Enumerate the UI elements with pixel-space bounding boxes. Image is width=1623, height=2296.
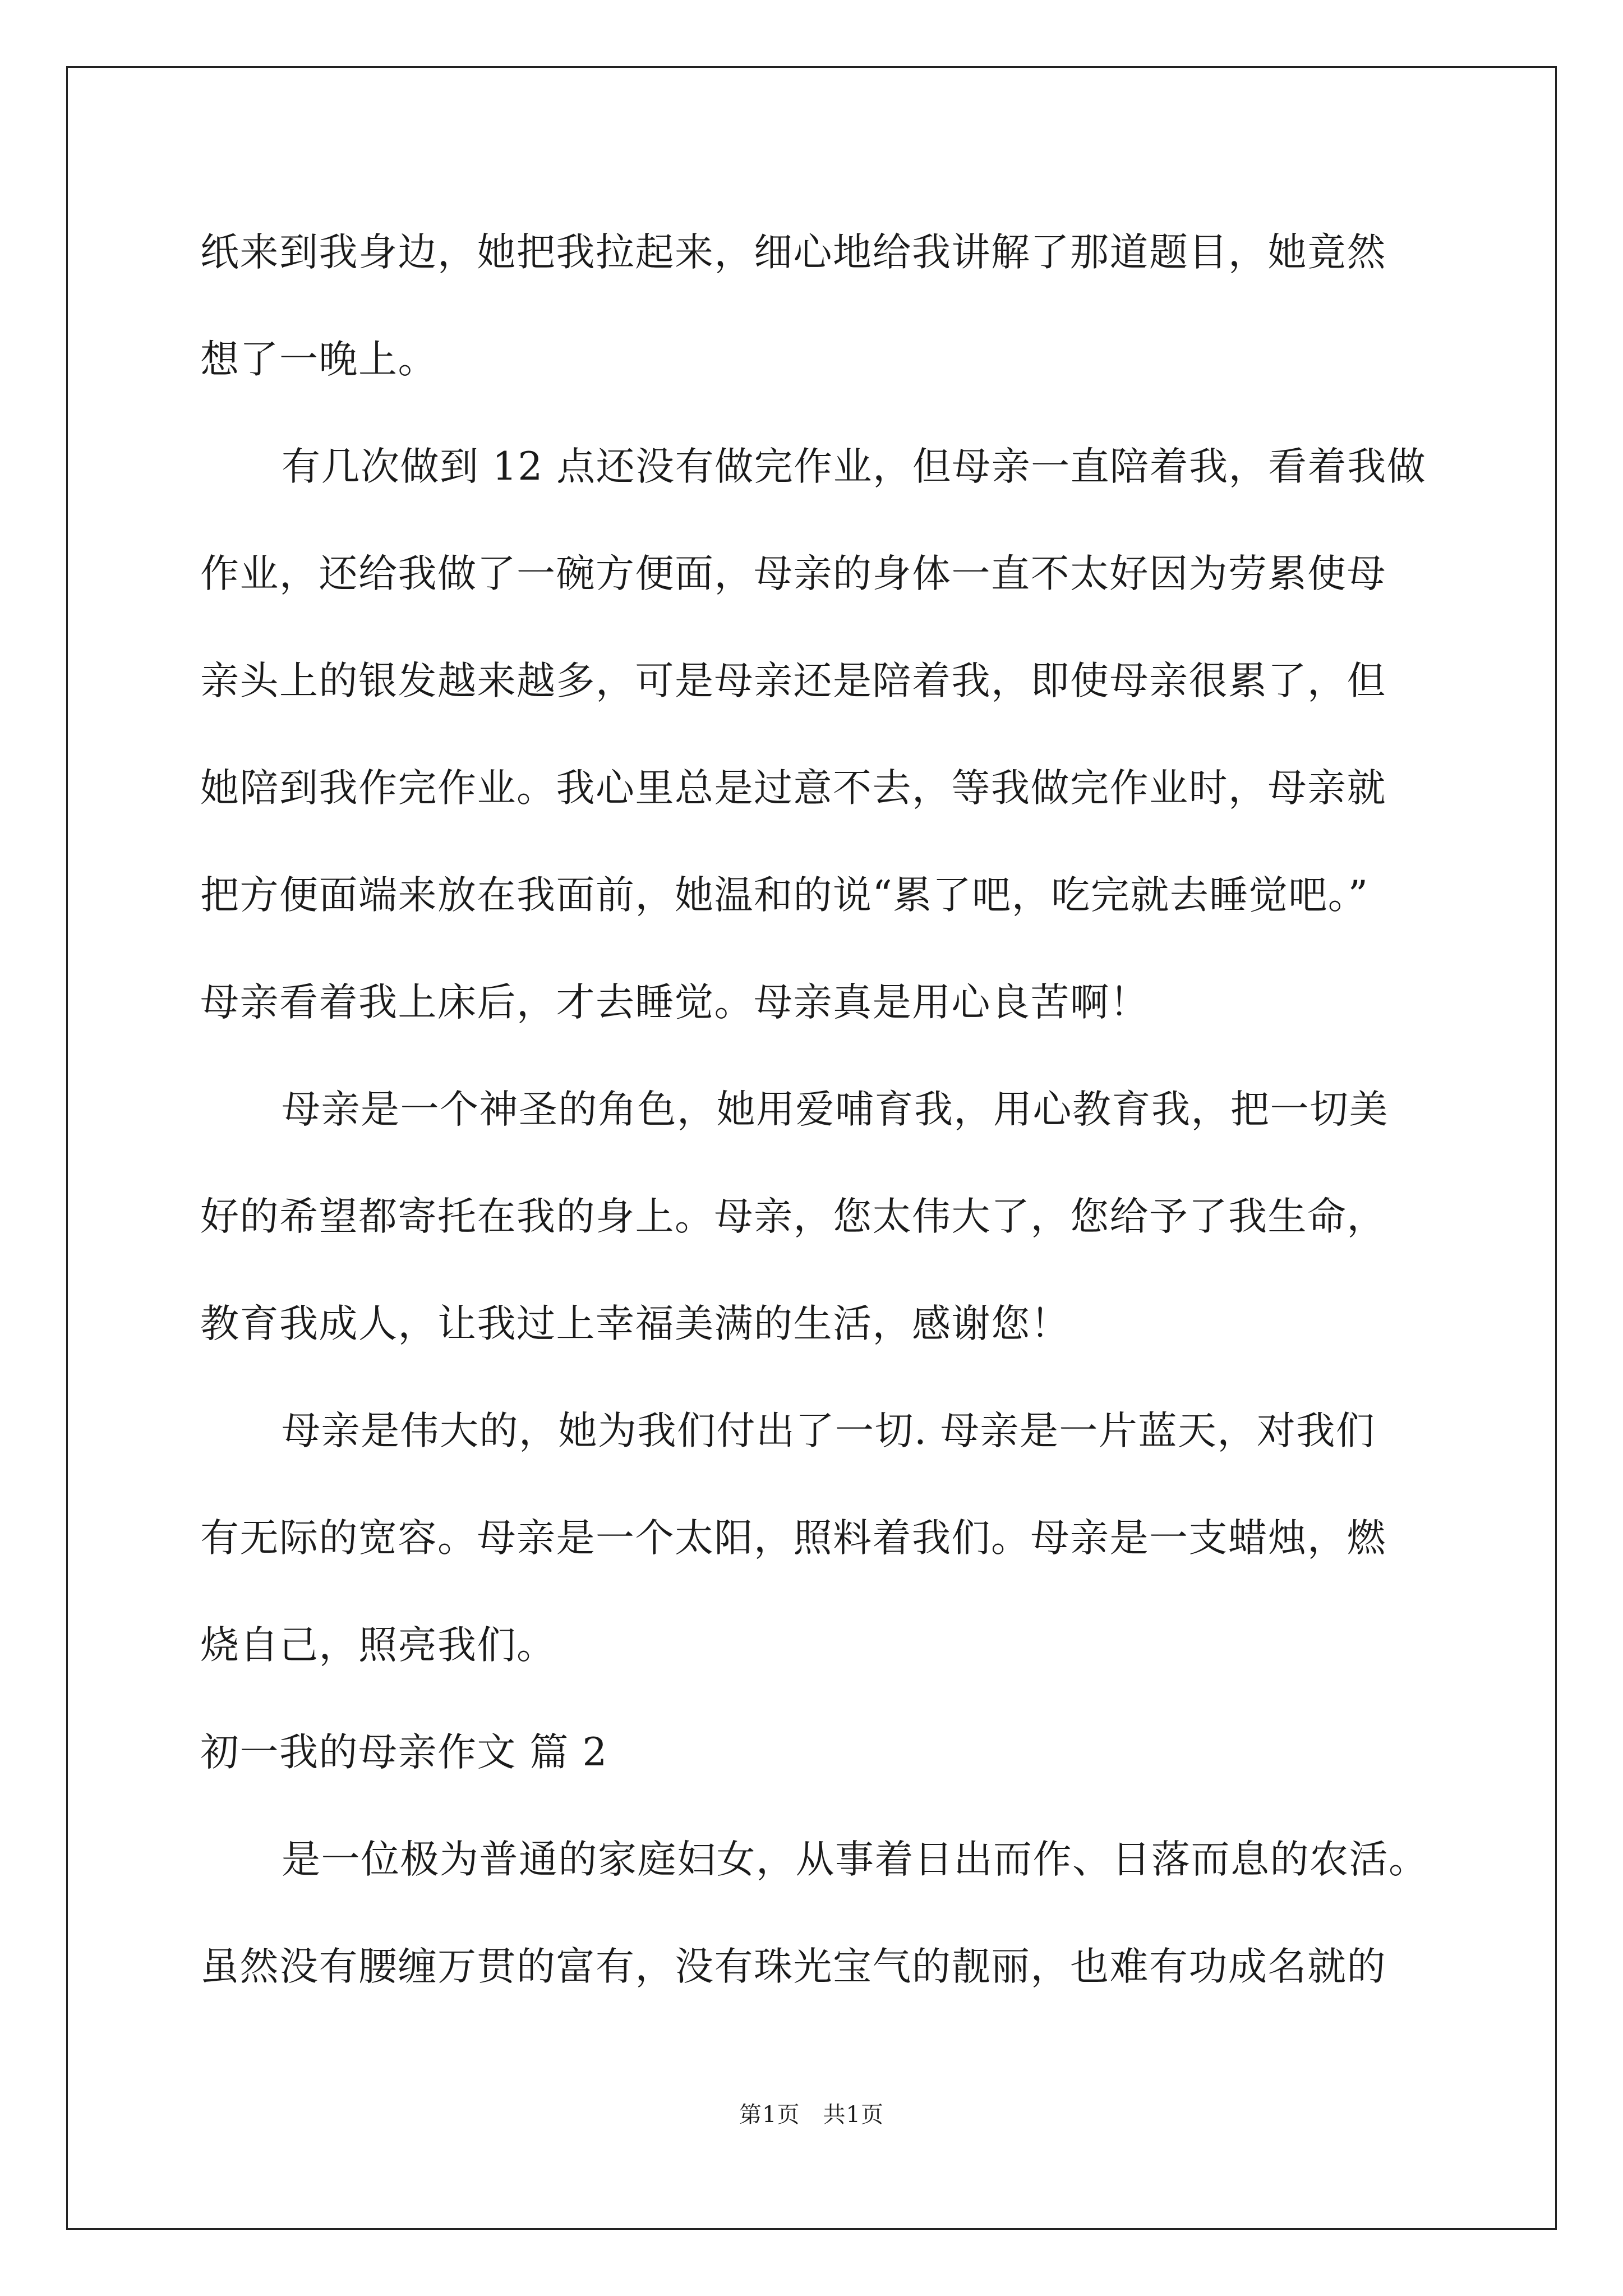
paragraph-first-line: 母亲是伟大的，她为我们付出了一切. 母亲是一片蓝天，对我们 xyxy=(282,1409,1376,1453)
text-line: 好的希望都寄托在我的身上。母亲，您太伟大了，您给予了我生命， xyxy=(200,1194,1386,1239)
text-line: 她陪到我作完作业。我心里总是过意不去，等我做完作业时，母亲就 xyxy=(200,766,1386,811)
text-line: 教育我成人，让我过上幸福美满的生活，感谢您！ xyxy=(200,1301,1070,1346)
text-line: 纸来到我身边，她把我拉起来，细心地给我讲解了那道题目，她竟然 xyxy=(200,230,1386,275)
paragraph-first-line: 有几次做到 12 点还没有做完作业，但母亲一直陪着我，看着我做 xyxy=(282,444,1427,489)
page-footer: 第1页 共1页 xyxy=(739,2102,884,2128)
text-line: 作业，还给我做了一碗方便面，母亲的身体一直不太好因为劳累使母 xyxy=(200,551,1386,596)
text-line: 母亲看着我上床后，才去睡觉。母亲真是用心良苦啊！ xyxy=(200,980,1149,1025)
text-line: 想了一晚上。 xyxy=(200,337,437,382)
section-heading: 初一我的母亲作文 篇 2 xyxy=(200,1730,608,1775)
text-line: 虽然没有腰缠万贯的富有，没有珠光宝气的靓丽，也难有功成名就的 xyxy=(200,1944,1386,1989)
text-line: 烧自己，照亮我们。 xyxy=(200,1623,556,1668)
document-body xyxy=(200,217,1434,2039)
paragraph-first-line: 母亲是一个神圣的角色，她用爱哺育我，用心教育我，把一切美 xyxy=(282,1087,1389,1132)
paragraph-first-line: 是一位极为普通的家庭妇女，从事着日出而作、日落而息的农活。 xyxy=(282,1837,1428,1882)
text-line: 亲头上的银发越来越多，可是母亲还是陪着我，即使母亲很累了，但 xyxy=(200,659,1386,703)
text-line: 把方便面端来放在我面前，她温和的说“累了吧，吃完就去睡觉吧。” xyxy=(200,873,1369,918)
text-line: 有无际的宽容。母亲是一个太阳，照料着我们。母亲是一支蜡烛，燃 xyxy=(200,1516,1386,1561)
